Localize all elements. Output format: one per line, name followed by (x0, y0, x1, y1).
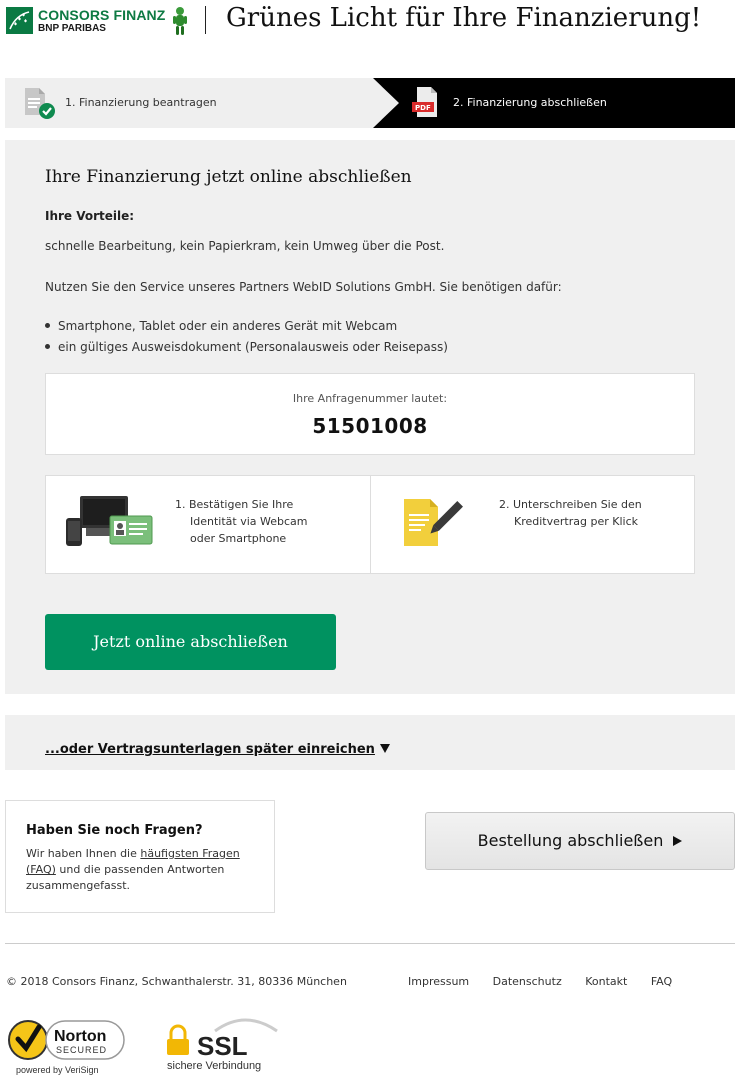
process-info-box (45, 475, 695, 574)
later-submission-link[interactable]: ...oder Vertragsunterlagen später einreichen (45, 742, 375, 757)
step-2 (373, 78, 735, 128)
bnp-stars-icon (6, 7, 33, 34)
step-1 (5, 78, 375, 128)
play-arrow-icon (673, 836, 682, 846)
footer-link-faq[interactable]: FAQ (650, 975, 673, 988)
advantages-text: schnelle Bearbeitung, kein Papierkram, kein Umweg über die Post. (45, 239, 445, 253)
step-webcam-text: 1. Bestätigen Sie Ihre Identität via Webcam oder Smartphone (175, 498, 308, 545)
header-divider (205, 6, 206, 34)
requirement-item: ein gültiges Ausweisdokument (Personalausweis oder Reisepass) (45, 340, 448, 354)
footer-link-impressum[interactable]: Impressum (408, 975, 470, 988)
logo-brand-name: CONSORS FINANZ (38, 7, 166, 23)
info-divider (370, 476, 371, 573)
progress-steps (5, 78, 735, 128)
webcam-devices-icon (66, 496, 154, 548)
bullet-icon (45, 323, 50, 328)
online-complete-button[interactable]: Jetzt online abschließen (45, 614, 336, 670)
sign-document-icon (402, 496, 466, 548)
svg-text:powered by VeriSign: powered by VeriSign (16, 1065, 99, 1075)
footer-link-kontakt[interactable]: Kontakt (585, 975, 628, 988)
svg-text:PDF: PDF (415, 104, 431, 112)
main-panel (5, 140, 735, 694)
step-sign-text: 2. Unterschreiben Sie den Kreditvertrag per Klick (499, 498, 642, 528)
request-number-label: Ihre Anfragenummer lautet: (292, 392, 448, 405)
bullet-icon (45, 344, 50, 349)
faq-box (5, 800, 275, 913)
footer-divider (5, 943, 735, 944)
complete-order-button[interactable]: Bestellung abschließen (425, 812, 735, 870)
faq-text: Wir haben Ihnen die häufigsten Fragen (FAQ) und die passenden Antworten zusammengefasst. (26, 847, 240, 892)
service-text: Nutzen Sie den Service unseres Partners WebID Solutions GmbH. Sie benötigen dafür: (45, 280, 562, 294)
request-number-box (45, 373, 695, 455)
svg-text:SSL: SSL (197, 1031, 248, 1061)
copyright: © 2018 Consors Finanz, Schwanthalerstr. 31, 80336 München (6, 975, 347, 988)
svg-text:sichere Verbindung: sichere Verbindung (167, 1060, 262, 1072)
green-mascot-icon (171, 6, 189, 36)
pdf-document-icon (411, 86, 445, 120)
document-check-icon (23, 87, 59, 121)
norton-secured-badge[interactable] (6, 1013, 128, 1077)
faq-link[interactable]: häufigsten Fragen (FAQ) (26, 847, 240, 876)
section-title: Ihre Finanzierung jetzt online abschließen (45, 167, 412, 187)
step-arrow-shape (373, 78, 399, 128)
footer-links (408, 975, 692, 988)
step-1-label: 1. Finanzierung beantragen (65, 96, 217, 109)
svg-text:Norton: Norton (54, 1028, 107, 1045)
header (0, 0, 743, 44)
faq-title: Haben Sie noch Fragen? (26, 823, 203, 838)
ssl-badge[interactable] (165, 1013, 280, 1077)
logo-subbrand: BNP PARIBAS (38, 23, 106, 34)
consors-finanz-logo[interactable] (6, 6, 188, 36)
svg-text:SECURED: SECURED (56, 1045, 108, 1055)
footer-link-datenschutz[interactable]: Datenschutz (492, 975, 562, 988)
later-submission-section (5, 715, 735, 770)
advantages-label: Ihre Vorteile: (45, 209, 135, 223)
step-2-label: 2. Finanzierung abschließen (453, 96, 607, 109)
request-number: 51501008 (312, 414, 428, 438)
requirement-item: Smartphone, Tablet oder ein anderes Gerät mit Webcam (45, 319, 397, 333)
page-title: Grünes Licht für Ihre Finanzierung! (226, 3, 702, 33)
chevron-down-icon[interactable] (380, 744, 390, 753)
